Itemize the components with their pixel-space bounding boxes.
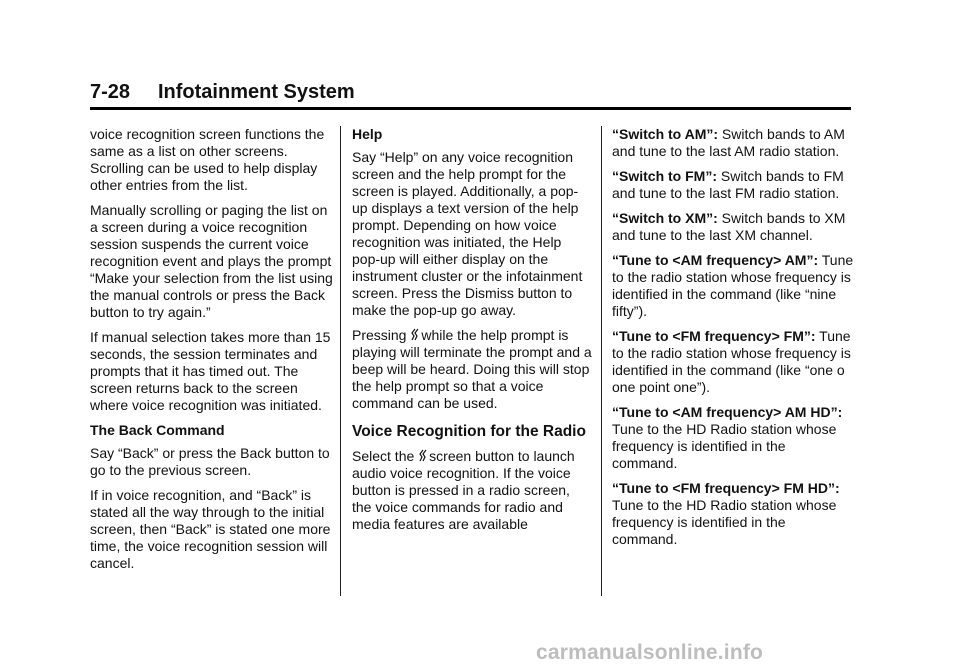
paragraph-text: screen button to launch audio voice recognition. If the voice button is pressed in a radio screen, the voice commands for radio and media features are available [352,448,575,532]
command-label: “Tune to <FM frequency> FM”: [612,328,816,344]
command-item [612,210,854,244]
command-item [612,252,854,320]
column-3 [612,126,854,556]
back-command-heading: The Back Command [90,422,225,438]
command-description: Switch bands to FM and tune to the last FM radio station. [612,168,844,201]
command-label: “Tune to <AM frequency> AM HD”: [612,404,843,420]
watermark: carmanualsonline.info [536,641,764,664]
command-description: Tune to the radio station whose frequency is identified in the command (like “one o one point one”). [612,328,851,395]
command-label: “Switch to FM”: [612,168,717,184]
column-2 [352,126,592,541]
section-title: Infotainment System [158,81,355,103]
column-1 [90,126,334,580]
paragraph-text: Select the [352,448,415,464]
command-label: “Switch to AM”: [612,126,719,142]
command-description: Tune to the radio station whose frequency is identified in the command (like “nine fifty”). [612,252,854,319]
command-description: Tune to the HD Radio station whose frequency is identified in the command. [612,421,837,471]
column-divider [601,126,602,596]
command-item [612,126,854,160]
paragraph: Say “Back” or press the Back button to go to the previous screen. [90,445,330,478]
help-heading: Help [352,126,383,142]
command-item [612,328,854,396]
paragraph-text: Pressing [352,327,407,343]
page-number: 7-28 [90,81,131,103]
paragraph: If in voice recognition, and “Back” is stated all the way through to the initial screen, then “Back” is stated one more time, the voice recognition session will cancel. [90,487,331,571]
paragraph: If manual selection takes more than 15 seconds, the session terminates and prompts that it has timed out. The screen returns back to the screen where voice recognition was initiated. [90,329,331,413]
command-label: “Switch to XM”: [612,210,718,226]
command-item [612,480,854,548]
voice-recognition-icon [411,328,419,341]
command-item [612,168,854,202]
command-description: Switch bands to XM and tune to the last XM channel. [612,210,846,243]
command-item [612,404,854,472]
paragraph: voice recognition screen functions the same as a list on other screens. Scrolling can be used to help display other entries from the list. [90,126,325,193]
page-header [90,80,851,110]
paragraph [352,327,592,412]
command-label: “Tune to <FM frequency> FM HD”: [612,480,840,496]
paragraph: Manually scrolling or paging the list on a screen during a voice recognition session suspends the current voice recognition event and plays the prompt “Make your selection from the list using the manual controls or press the Back button to try again.” [90,202,333,320]
voice-recognition-icon [419,449,427,462]
column-divider [340,126,341,596]
command-description: Switch bands to AM and tune to the last AM radio station. [612,126,845,159]
paragraph: Say “Help” on any voice recognition screen and the help prompt for the screen is played. Additionally, a pop-up displays a text version of the help prompt. Depending on how voice recognition was initiated, the Help pop-up will either display on the instrument cluster or the infotainment screen. Press the Dismiss button to make the pop-up go away. [352,149,583,318]
command-description: Tune to the HD Radio station whose frequency is identified in the command. [612,497,837,547]
command-label: “Tune to <AM frequency> AM”: [612,252,819,268]
paragraph-text: while the help prompt is playing will terminate the prompt and a beep will be heard. Doing this will stop the help prompt so that a voice command can be used. [352,327,592,411]
paragraph [352,448,592,533]
radio-voice-heading: Voice Recognition for the Radio [352,423,586,440]
